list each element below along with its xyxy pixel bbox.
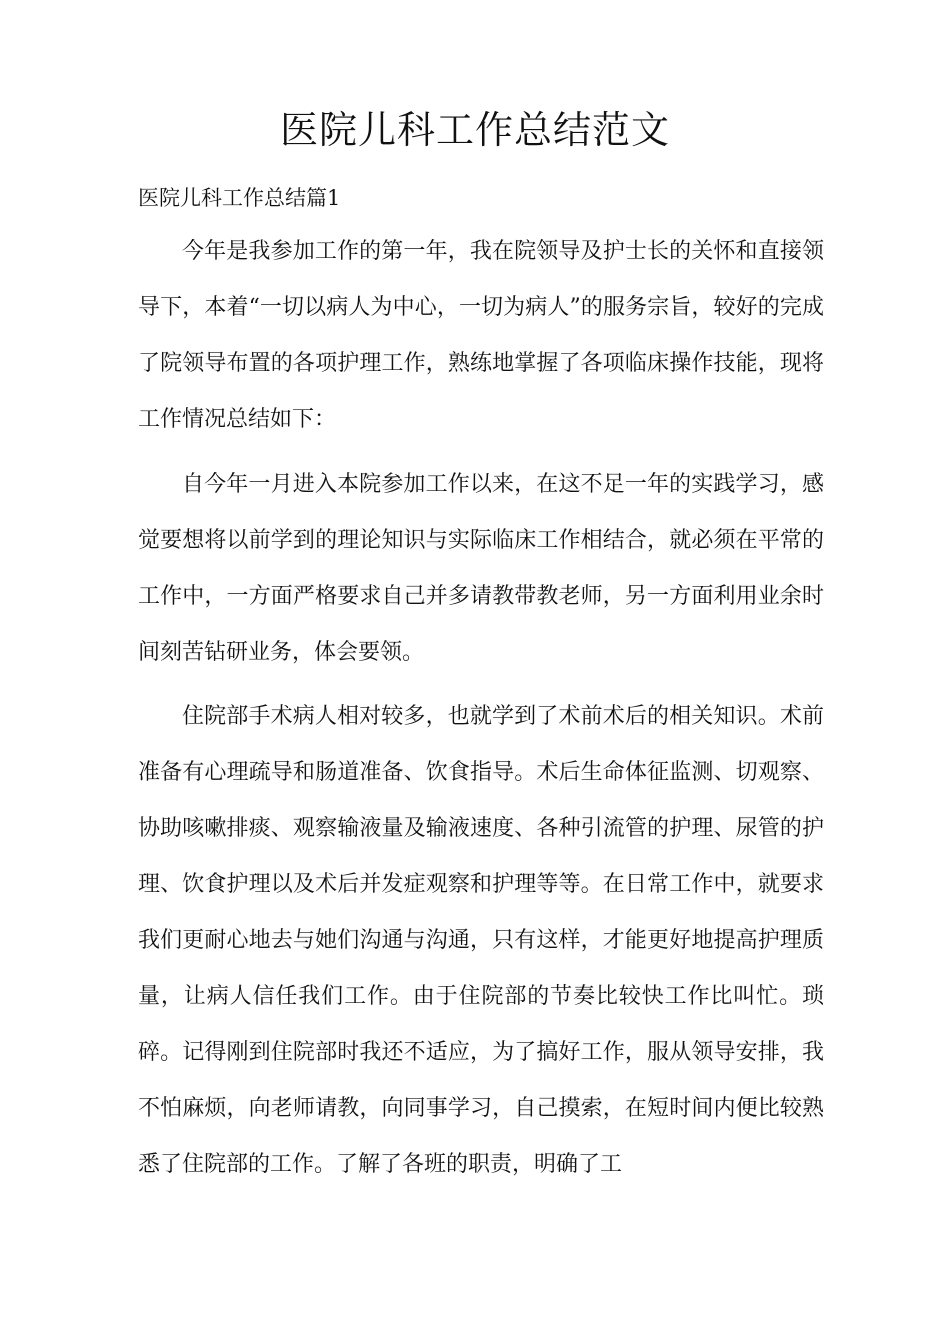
paragraph: 住院部手术病人相对较多，也就学到了术前术后的相关知识。术前准备有心理疏导和肠道准备、饮食指导。术后生命体征监测、切观察、协助咳嗽排痰、观察输液量及输液速度、各种引流管的护理、尿管的护理、饮食护理以及术后并发症观察和护理等等。在日常工作中，就要求我们更耐心地去与她们沟通与沟通，只有这样，才能更好地提高护理质量，让病人信任我们工作。由于住院部的节奏比较快工作比叫忙。琐碎。记得刚到住院部时我还不适应，为了搞好工作，服从领导安排，我不怕麻烦，向老师请教，向同事学习，自己摸索，在短时间内便比较熟悉了住院部的工作。了解了各班的职责，明确了工 bbox=[138, 704, 824, 1177]
document-body bbox=[138, 224, 824, 1202]
section-heading: 医院儿科工作总结篇1 bbox=[138, 186, 341, 210]
paragraph: 今年是我参加工作的第一年，我在院领导及护士长的关怀和直接领导下，本着“一切以病人为中心，一切为病人”的服务宗旨，较好的完成了院领导布置的各项护理工作，熟练地掌握了各项临床操作技能，现将工作情况总结如下： bbox=[138, 239, 824, 432]
paragraph: 自今年一月进入本院参加工作以来，在这不足一年的实践学习，感觉要想将以前学到的理论知识与实际临床工作相结合，就必须在平常的工作中，一方面严格要求自己并多请教带教老师，另一方面利用业余时间刻苦钻研业务，体会要领。 bbox=[138, 471, 824, 665]
document-title: 医院儿科工作总结范文 bbox=[279, 108, 670, 152]
